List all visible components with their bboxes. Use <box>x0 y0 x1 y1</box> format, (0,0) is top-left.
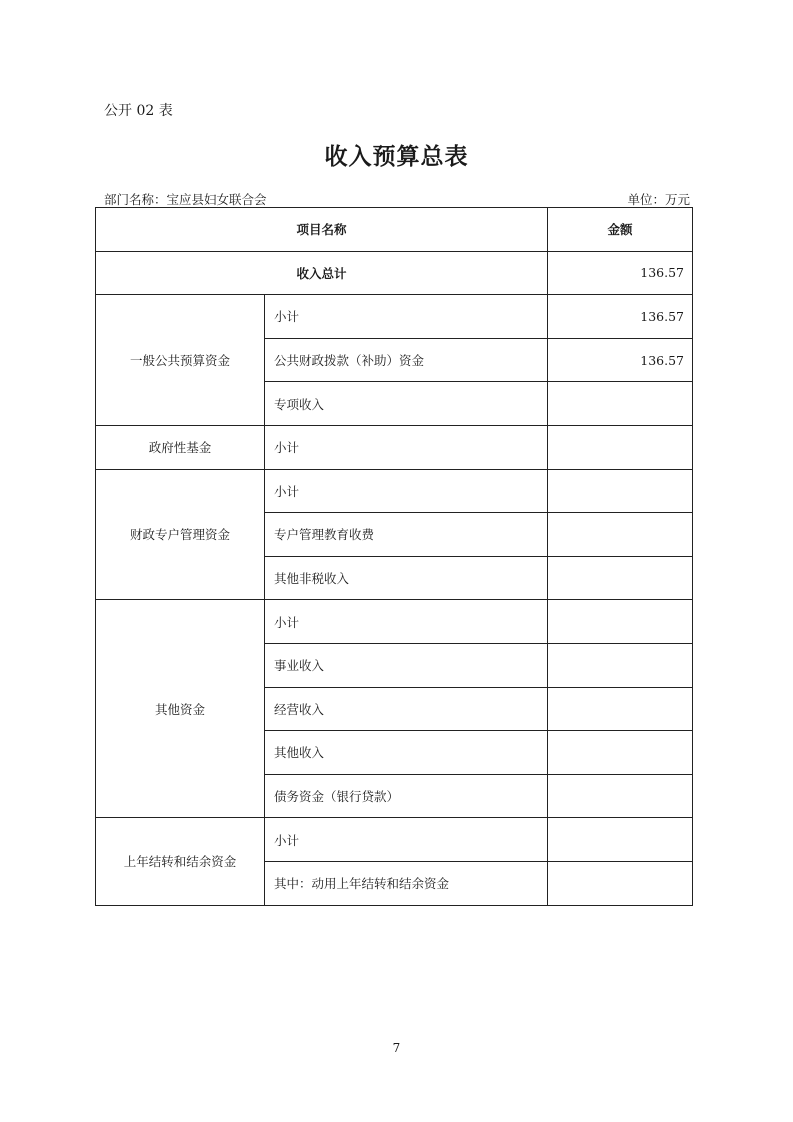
amount-cell <box>548 643 693 687</box>
amount-cell <box>548 687 693 731</box>
amount-cell <box>548 600 693 644</box>
amount-cell: 136.57 <box>548 295 693 339</box>
amount-cell <box>548 382 693 426</box>
total-label: 收入总计 <box>96 251 548 295</box>
item-cell: 专项收入 <box>265 382 548 426</box>
item-cell: 其他收入 <box>265 731 548 775</box>
amount-cell <box>548 818 693 862</box>
total-row <box>96 251 693 295</box>
amount-cell <box>548 861 693 905</box>
table-row <box>96 425 693 469</box>
table-row <box>96 818 693 862</box>
form-code: 公开 02 表 <box>104 103 173 119</box>
income-budget-table <box>95 207 693 906</box>
amount-cell <box>548 513 693 557</box>
header-amount: 金额 <box>548 208 693 252</box>
item-cell: 经营收入 <box>265 687 548 731</box>
amount-cell <box>548 425 693 469</box>
item-cell: 小计 <box>265 469 548 513</box>
page-number: 7 <box>392 1041 401 1055</box>
item-cell: 其中：动用上年结转和结余资金 <box>265 861 548 905</box>
amount-cell: 136.57 <box>548 338 693 382</box>
table-header-row <box>96 208 693 252</box>
amount-cell <box>548 469 693 513</box>
category-cell: 上年结转和结余资金 <box>96 818 265 905</box>
item-cell: 小计 <box>265 600 548 644</box>
item-cell: 事业收入 <box>265 643 548 687</box>
item-cell: 专户管理教育收费 <box>265 513 548 557</box>
header-item-name: 项目名称 <box>96 208 548 252</box>
amount-cell <box>548 556 693 600</box>
table-row <box>96 469 693 513</box>
category-cell: 政府性基金 <box>96 425 265 469</box>
amount-cell <box>548 731 693 775</box>
department-label: 部门名称：宝应县妇女联合会 <box>104 192 267 207</box>
table-row <box>96 600 693 644</box>
total-amount: 136.57 <box>548 251 693 295</box>
amount-cell <box>548 774 693 818</box>
category-cell: 财政专户管理资金 <box>96 469 265 600</box>
page-title: 收入预算总表 <box>324 144 469 170</box>
item-cell: 小计 <box>265 295 548 339</box>
item-cell: 债务资金（银行贷款） <box>265 774 548 818</box>
item-cell: 其他非税收入 <box>265 556 548 600</box>
item-cell: 公共财政拨款（补助）资金 <box>265 338 548 382</box>
table-row <box>96 295 693 339</box>
category-cell: 其他资金 <box>96 600 265 818</box>
item-cell: 小计 <box>265 818 548 862</box>
item-cell: 小计 <box>265 425 548 469</box>
category-cell: 一般公共预算资金 <box>96 295 265 426</box>
unit-label: 单位：万元 <box>627 192 690 207</box>
